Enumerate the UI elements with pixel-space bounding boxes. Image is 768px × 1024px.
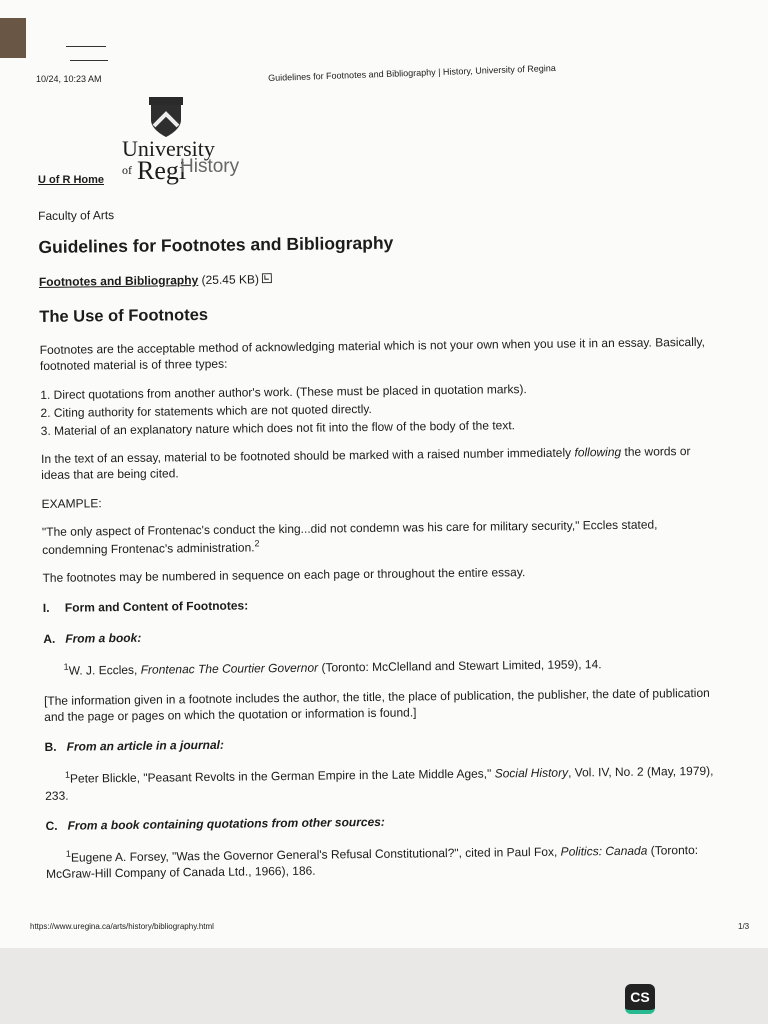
intro-paragraph: Footnotes are the acceptable method of acknowledging material which is not your own when you use it in an essay. Basically, footnoted material is of three types: [39,335,706,374]
print-page-number: 1/3 [738,922,750,931]
download-size: (25.45 KB) [201,272,260,287]
main-content [38,200,726,897]
example-label: EXAMPLE: [41,495,102,511]
footnote-types-list [40,378,721,439]
subsection-c-heading: C. From a book containing quotations from other sources: [45,814,385,833]
download-link[interactable]: Footnotes and Bibliography [38,272,199,289]
print-footer-url: https://www.uregina.ca/arts/history/bibliography.html [30,922,214,931]
section-title: The Use of Footnotes [39,305,209,326]
footnote-example-quotation: $^1$Eugene A. Forsey, "Was the Governor General's Refusal Constitutional?", cited in Paul Fox, Politics: Canada (Toronto: McGraw-Hill Company of Canada Ltd., 1966), 186. [46,843,699,882]
logo-history-text: History [180,156,240,177]
page-corner-shadow [0,18,26,58]
university-crest-icon [148,96,184,138]
marking-paragraph: In the text of an essay, material to be footnoted should be marked with a raised number immediately following the words or ideas that are being cited. [40,444,691,483]
footnote-example-book: $^1$W. J. Eccles, Frontenac The Courtier Governor (Toronto: McClelland and Stewart Limited, 1959), 14. [63,656,602,678]
logo-university-text: University [122,136,215,161]
footnote-info-paragraph: [The information given in a footnote includes the author, the title, the place of publication, the publisher, the date of publication and the page or pages on which the quotation or information is found.] [43,685,710,725]
numbering-paragraph: The footnotes may be numbered in sequence on each page or throughout the entire essay. [42,565,526,586]
fold-line [66,46,106,47]
faculty-label: Faculty of Arts [38,208,115,223]
download-row [39,266,719,290]
camscanner-badge-icon: CS [625,984,655,1014]
subsection-a-heading: A. From a book: [43,630,142,646]
fold-line [70,60,108,61]
list-item: 1. Direct quotations from another author's work. (These must be placed in quotation marks). [40,381,527,402]
logo-of-text: of [122,163,132,177]
list-item: 2. Citing authority for statements which are not quoted directly. [40,401,372,420]
print-timestamp: 10/24, 10:23 AM [36,74,102,84]
u-of-r-home-link[interactable]: U of R Home [38,174,104,186]
list-item: 3. Material of an explanatory nature which does not fit into the flow of the body of the text. [40,418,516,438]
external-file-icon [262,273,272,283]
page-title: Guidelines for Footnotes and Bibliography [38,232,394,258]
print-page-title: Guidelines for Footnotes and Bibliography | History, University of Regina [267,62,556,84]
example-paragraph: "The only aspect of Frontenac's conduct the king...did not condemn was his care for military security," Eccles stated, condemning Frontenac's administration.$^2$ [41,517,658,557]
footnote-example-journal: $^1$Peter Blickle, "Peasant Revolts in the German Empire in the Late Middle Ages," Social History, Vol. IV, No. 2 (May, 1979), 233. [45,764,714,803]
subsection-b-heading: B. From an article in a journal: [44,738,225,755]
section-i-heading: I. Form and Content of Footnotes: [42,598,249,616]
logo-regina-text: Regi [137,156,187,185]
